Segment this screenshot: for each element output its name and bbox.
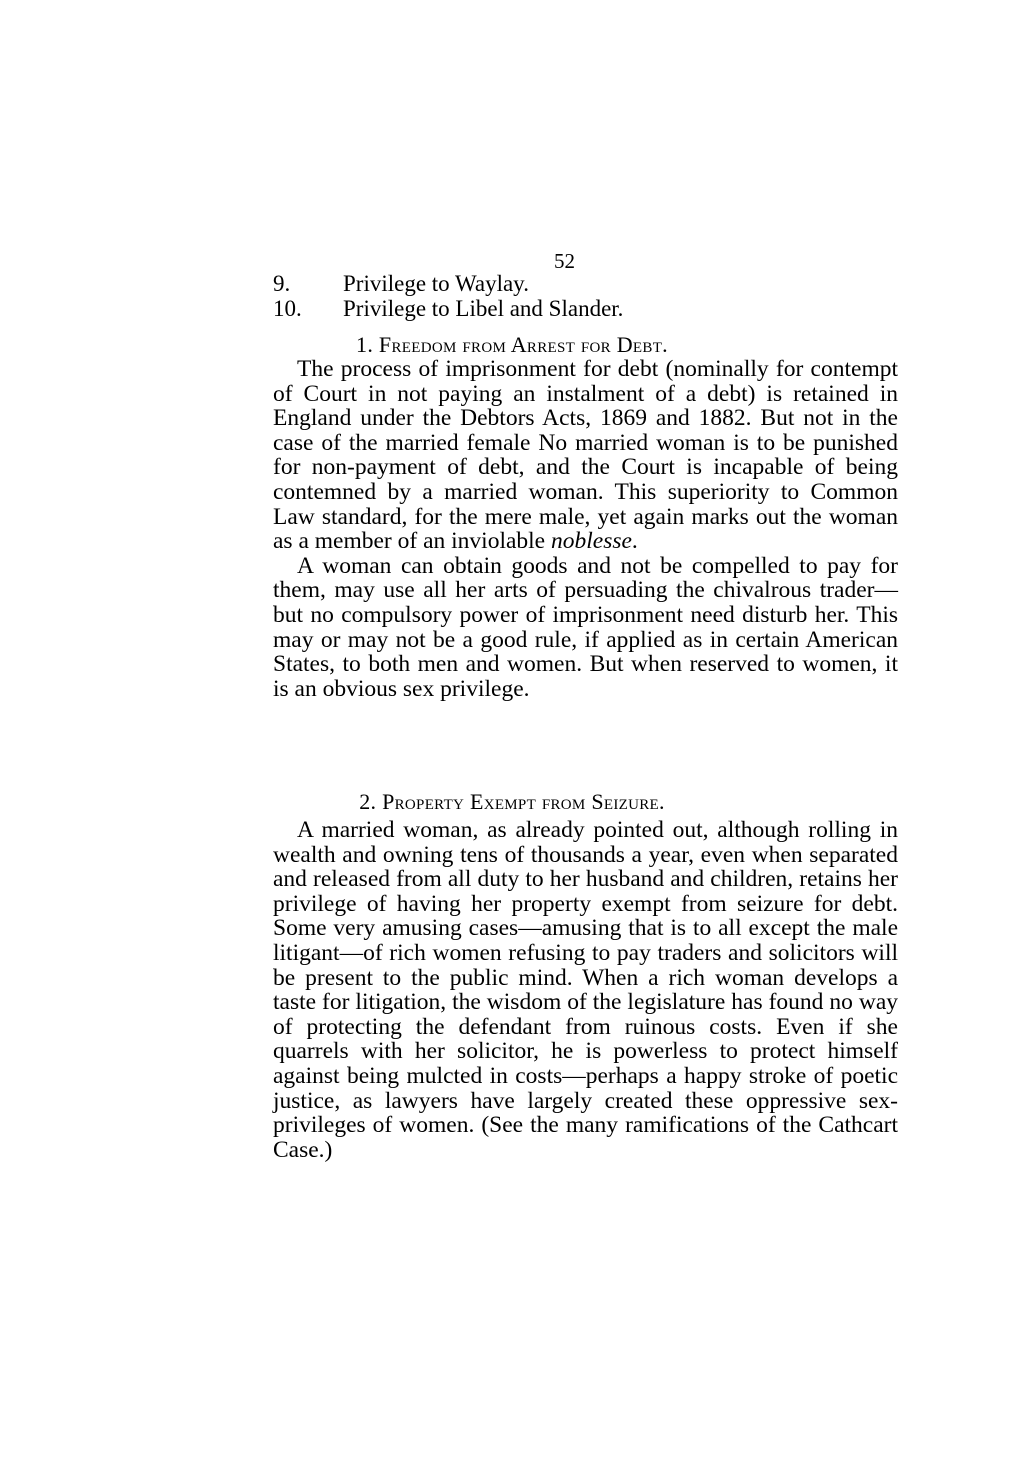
section-heading-property-exempt: 2. Property Exempt from Seizure. [359, 789, 665, 814]
list-item-number: 10. [273, 296, 302, 321]
paragraph [273, 357, 898, 554]
section-body-freedom-from-arrest [273, 357, 898, 701]
list-item-text: Privilege to Waylay. [343, 271, 529, 296]
list-item-text: Privilege to Libel and Slander. [343, 296, 624, 321]
list-item [273, 271, 913, 296]
privilege-list [273, 271, 913, 321]
section-heading-freedom-from-arrest: 1. Freedom from Arrest for Debt. [356, 332, 668, 357]
list-item-number: 9. [273, 271, 291, 296]
paragraph: A woman can obtain goods and not be compelled to pay for them, may use all her arts of persuading the chivalrous trader—but no compulsory power of imprisonment need disturb her. This may or may not be a good rule, if applied as in certain American States, to both men and women. But when reserved to women, it is an obvious sex privilege. [273, 552, 898, 702]
section-body-property-exempt [273, 818, 898, 1162]
paragraph-text: The process of imprisonment for debt (nominally for contempt of Court in not paying an instalment of a debt) is retained in England under the Debtors Acts, 1869 and 1882. But not in the case of the married female No married woman is to be punished for non-payment of debt, and the Court is incapable of being contemned by a married woman. This superiority to Common Law standard, for the mere male, yet again marks out the woman as a member of an inviolable [273, 356, 898, 555]
list-item [273, 296, 913, 321]
page-number: 52 [554, 249, 575, 273]
paragraph-end: . [631, 528, 638, 555]
italic-term: noblesse [550, 528, 632, 555]
paragraph: A married woman, as already pointed out, although rolling in wealth and owning tens of thousands a year, even when separated and released from all duty to her husband and children, retains her privilege of having her property exempt from seizure for debt. Some very amusing cases—amusing that is to all except the male litigant—of rich women refusing to pay traders and solicitors will be present to the public mind. When a rich woman develops a taste for litigation, the wisdom of the legislature has found no way of protecting the defendant from ruinous costs. Even if she quarrels with her solicitor, he is powerless to protect himself against being mulcted in costs—perhaps a happy stroke of poetic justice, as lawyers have largely created these oppressive sex-privileges of women. (See the many ramifications of the Cathcart Case.) [273, 817, 898, 1163]
